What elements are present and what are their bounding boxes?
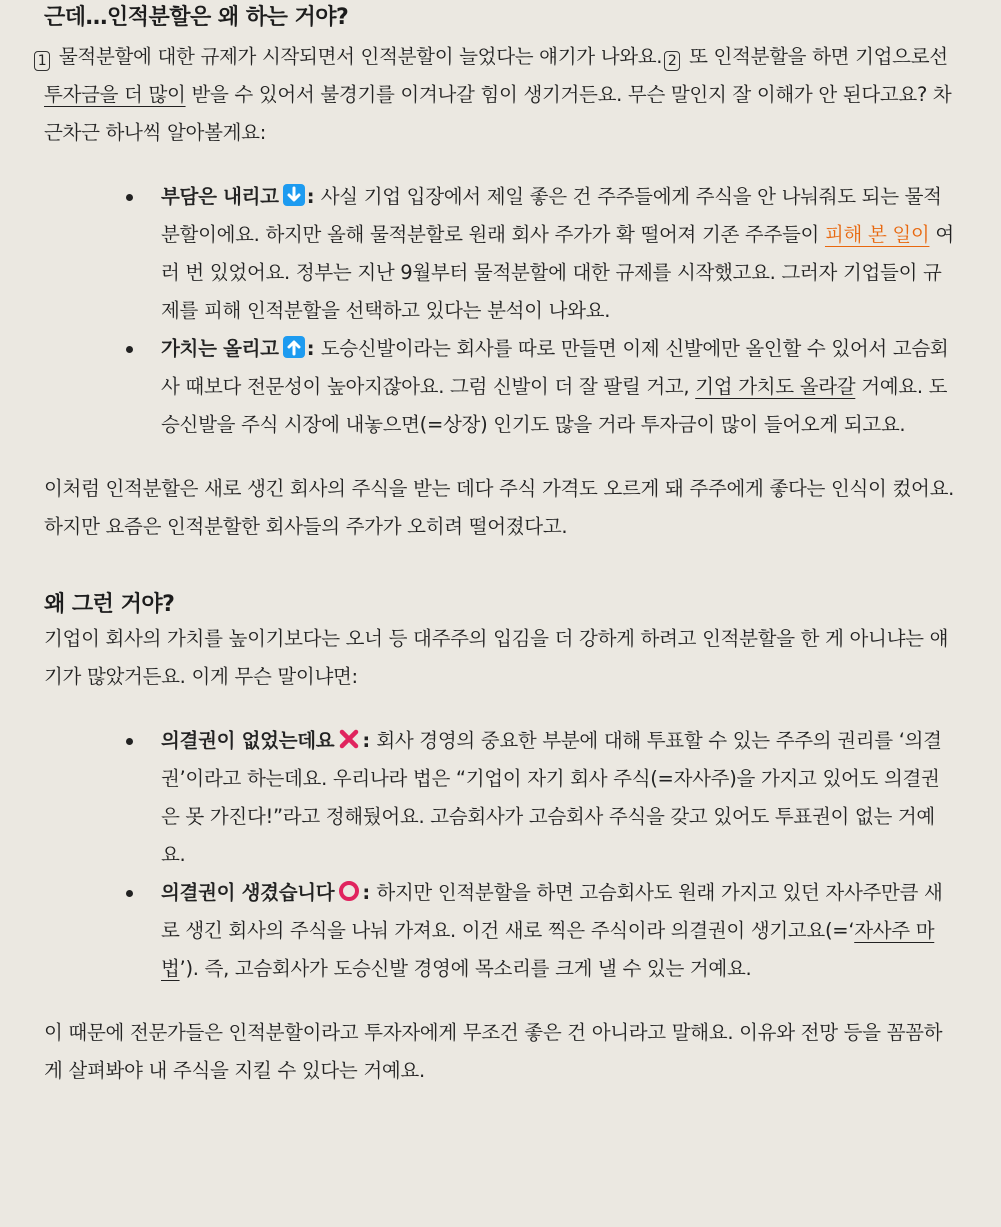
circle-mark-icon — [338, 880, 360, 902]
link-damage-cases[interactable]: 피해 본 일이 — [824, 223, 930, 246]
section1-intro: 1 물적분할에 대한 규제가 시작되면서 인적분할이 늘었다는 얘기가 나와요. 2 또 인적분할을 하면 기업으로선 투자금을 더 많이 받을 수 있어서 불경기를 이겨나갈 힘이 생기거든요. 무슨 말인지 잘 이해가 안 된다고요? 차근차근 하나씩 알아볼게요: — [44, 38, 957, 152]
section2-outro: 이 때문에 전문가들은 인적분할이라고 투자자에게 무조건 좋은 건 아니라고 말해요. 이유와 전망 등을 꼼꼼하게 살펴봐야 내 주식을 지킬 수 있다는 거예요. — [44, 1021, 943, 1082]
down-arrow-icon — [283, 184, 305, 206]
section1-bullet-list — [44, 178, 957, 444]
section-title-why-split: 근데…인적분할은 왜 하는 거야? — [44, 5, 349, 30]
list-item: 가치는 올리고 : 도승신발이라는 회사를 따로 만들면 이제 신발에만 올인할 수 있어서 고슴회사 때보다 전문성이 높아지잖아요. 그럼 신발이 더 잘 팔릴 거고, 기업 가치도 올라갈 거예요. 도승신발을 주식 시장에 내놓으면(=상장) 인기도 많을 거라 투자금이 많이 들어오게 되고요. — [161, 330, 957, 444]
link-treasury-magic[interactable]: 자사주 마법 — [161, 919, 935, 980]
list-item: 의결권이 생겼습니다 : 하지만 인적분할을 하면 고슴회사도 원래 가지고 있던 자사주만큼 새로 생긴 회사의 주식을 나눠 가져요. 이건 새로 찍은 주식이라 의결권이 생기고요(=‘자사주 마법’). 즉, 고슴회사가 도승신발 경영에 목소리를 크게 낼 수 있는 거예요. — [161, 874, 957, 988]
bullet-label-burden: 부담은 내리고 — [161, 185, 279, 208]
cross-mark-icon — [338, 728, 360, 750]
up-arrow-icon — [283, 336, 305, 358]
section-title-why-so: 왜 그런 거야? — [44, 592, 175, 617]
footnote-marker-1[interactable]: 1 — [34, 51, 50, 71]
section2-bullet-list — [44, 722, 957, 988]
section2-intro: 기업이 회사의 가치를 높이기보다는 오너 등 대주주의 입김을 더 강하게 하려고 인적분할을 한 게 아니냐는 얘기가 많았거든요. 이게 무슨 말이냐면: — [44, 627, 949, 688]
footnote-marker-2[interactable]: 2 — [664, 51, 680, 71]
bullet-label-no-voting: 의결권이 없었는데요 — [161, 729, 335, 752]
list-item: 부담은 내리고 : 사실 기업 입장에서 제일 좋은 건 주주들에게 주식을 안 나눠줘도 되는 물적분할이에요. 하지만 올해 물적분할로 원래 회사 주가가 확 떨어져 기존 주주들이 피해 본 일이 여러 번 있었어요. 정부는 지난 9월부터 물적분할에 대한 규제를 시작했고요. 그러자 기업들이 규제를 피해 인적분할을 선택하고 있다는 분석이 나와요. — [161, 178, 957, 330]
section1-outro: 이처럼 인적분할은 새로 생긴 회사의 주식을 받는 데다 주식 가격도 오르게 돼 주주에게 좋다는 인식이 컸어요. 하지만 요즘은 인적분할한 회사들의 주가가 오히려 떨어졌다고. — [44, 477, 955, 538]
link-company-value-up[interactable]: 기업 가치도 올라갈 — [695, 375, 856, 398]
link-investment-more[interactable]: 투자금을 더 많이 — [44, 83, 186, 106]
bullet-label-got-voting: 의결권이 생겼습니다 — [161, 881, 335, 904]
bullet-label-value: 가치는 올리고 — [161, 337, 279, 360]
list-item: 의결권이 없었는데요 : 회사 경영의 중요한 부분에 대해 투표할 수 있는 주주의 권리를 ‘의결권’이라고 하는데요. 우리나라 법은 “기업이 자기 회사 주식(=자사주)을 가지고 있어도 의결권은 못 가진다!”라고 정해뒀어요. 고슴회사가 고슴회사 주식을 갖고 있어도 투표권이 없는 거예요. — [161, 722, 957, 874]
